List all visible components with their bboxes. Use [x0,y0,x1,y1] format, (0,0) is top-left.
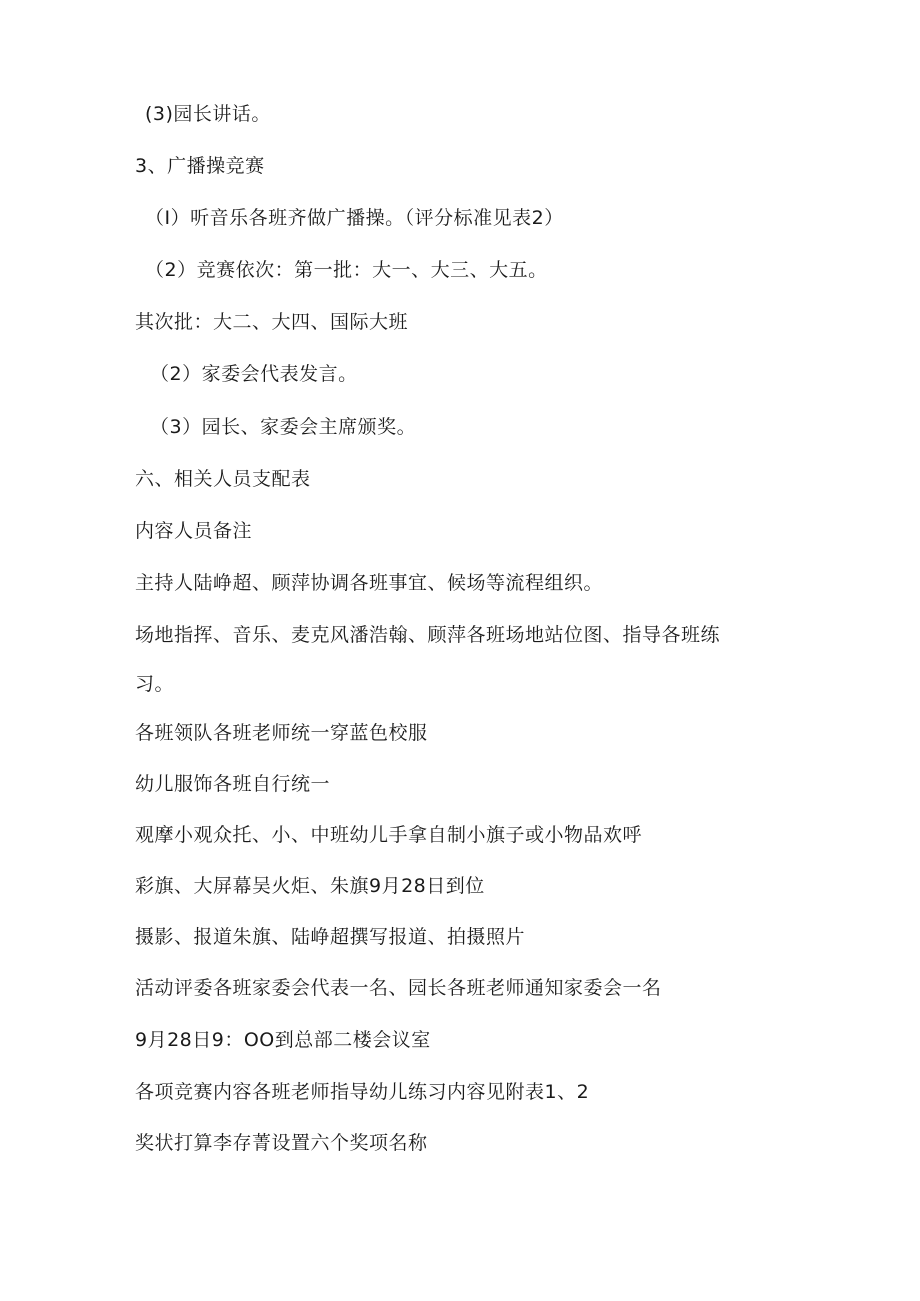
table-row-line-continued: 习。 [135,673,175,695]
table-row-line: 摄影、报道朱旗、陆峥超撰写报道、拍摄照片 [135,926,526,948]
section-heading: 3、广播操竞赛 [135,155,265,177]
table-row-line: 活动评委各班家委会代表一名、园长各班老师通知家委会一名 [135,977,662,999]
text-line: （2）竞赛依次：第一批：大一、大三、大五。 [145,259,548,281]
text-line: （I）听音乐各班齐做广播操。（评分标准见表2） [145,207,564,229]
table-row-line: 彩旗、大屏幕吴火炬、朱旗9月28日到位 [135,875,485,897]
table-row-line: 9月28日9：OO到总部二楼会议室 [135,1029,431,1051]
section-heading: 六、相关人员支配表 [135,468,311,490]
table-row-line: 幼儿服饰各班自行统一 [135,773,331,795]
text-line: 其次批：大二、大四、国际大班 [135,311,409,333]
table-header-line: 内容人员备注 [135,520,253,542]
table-row-line: 奖状打算李存菁设置六个奖项名称 [135,1132,428,1154]
table-row-line: 观摩小观众托、小、中班幼儿手拿自制小旗子或小物品欢呼 [135,824,643,846]
text-line: （2）家委会代表发言。 [150,363,358,385]
table-row-line: 主持人陆峥超、顾萍协调各班事宜、候场等流程组织。 [135,572,604,594]
text-line: （3）园长、家委会主席颁奖。 [150,416,417,438]
table-row-line: 各班领队各班老师统一穿蓝色校服 [135,722,428,744]
table-row-line: 场地指挥、音乐、麦克风潘浩翰、顾萍各班场地站位图、指导各班练 [135,624,721,646]
text-line: (3)园长讲话。 [145,103,271,125]
table-row-line: 各项竞赛内容各班老师指导幼儿练习内容见附表1、2 [135,1081,590,1103]
